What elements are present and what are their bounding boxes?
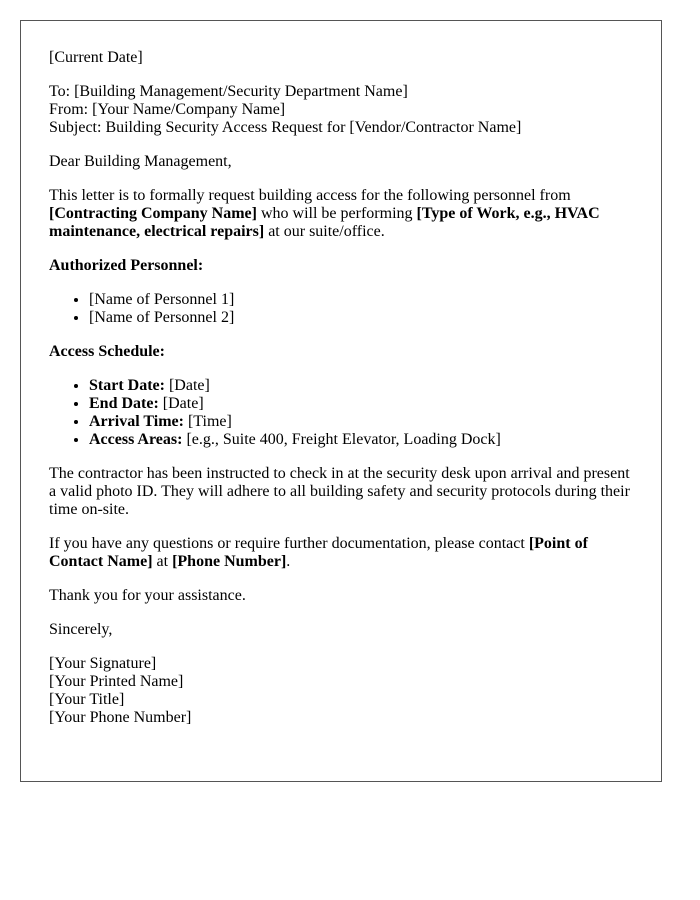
contact-name-placeholder: [Point of Contact Name] — [49, 535, 588, 570]
from-line: From: [Your Name/Company Name] — [49, 101, 286, 118]
salutation: Dear Building Management, — [49, 153, 232, 170]
title: [Your Title] — [49, 691, 125, 708]
item-value: [Time] — [183, 413, 232, 430]
item-value: [Date] — [158, 395, 204, 412]
item-value: [Date] — [164, 377, 210, 394]
list-item — [89, 431, 633, 449]
item-label: Arrival Time: — [89, 413, 184, 430]
phone-placeholder: [Phone Number] — [172, 553, 287, 570]
item-label: Access Areas: — [89, 431, 183, 448]
personnel-list — [49, 291, 633, 327]
closing: Sincerely, — [49, 621, 113, 638]
list-item — [89, 377, 633, 395]
personnel-heading — [49, 257, 633, 275]
intro-text: This letter is to formally request building access for the following personnel from — [49, 187, 571, 204]
list-item: • [Name of Personnel 2] — [89, 309, 633, 327]
thanks: Thank you for your assistance. — [49, 587, 246, 604]
contact-text: at — [152, 553, 173, 570]
company-placeholder: [Contracting Company Name] — [49, 205, 257, 222]
subject-line: Subject: Building Security Access Request for [Vendor/Contractor Name] — [49, 119, 522, 136]
intro-paragraph — [49, 187, 633, 241]
printed-name: [Your Printed Name] — [49, 673, 184, 690]
list-item — [89, 413, 633, 431]
item-label: End Date: — [89, 395, 159, 412]
letter-date: [Current Date] — [49, 49, 143, 66]
intro-text: at our suite/office. — [264, 223, 385, 240]
signature: [Your Signature] — [49, 655, 157, 672]
list-item: • [Name of Personnel 1] — [89, 291, 633, 309]
contact-text: If you have any questions or require further documentation, please contact — [49, 535, 529, 552]
to-line: To: [Building Management/Security Department Name] — [49, 83, 408, 100]
work-type-placeholder: [Type of Work, e.g., HVAC maintenance, electrical repairs] — [49, 205, 600, 240]
phone-number: [Your Phone Number] — [49, 709, 192, 726]
contact-paragraph — [49, 535, 633, 571]
personnel-heading-text: Authorized Personnel: — [49, 257, 204, 274]
intro-text: who will be performing — [256, 205, 417, 222]
schedule-heading-text: Access Schedule: — [49, 343, 165, 360]
letter — [20, 20, 662, 782]
schedule-heading — [49, 343, 633, 361]
letter-header — [49, 83, 633, 137]
schedule-list — [49, 377, 633, 449]
instructions-paragraph: The contractor has been instructed to check in at the security desk upon arrival and present a valid photo ID. They will adhere to all building safety and security protocols during their time on-site. — [49, 465, 630, 518]
list-item — [89, 395, 633, 413]
signature-block — [49, 655, 633, 727]
item-value: [e.g., Suite 400, Freight Elevator, Loading Dock] — [182, 431, 501, 448]
item-label: Start Date: — [89, 377, 165, 394]
contact-text: . — [286, 553, 291, 570]
